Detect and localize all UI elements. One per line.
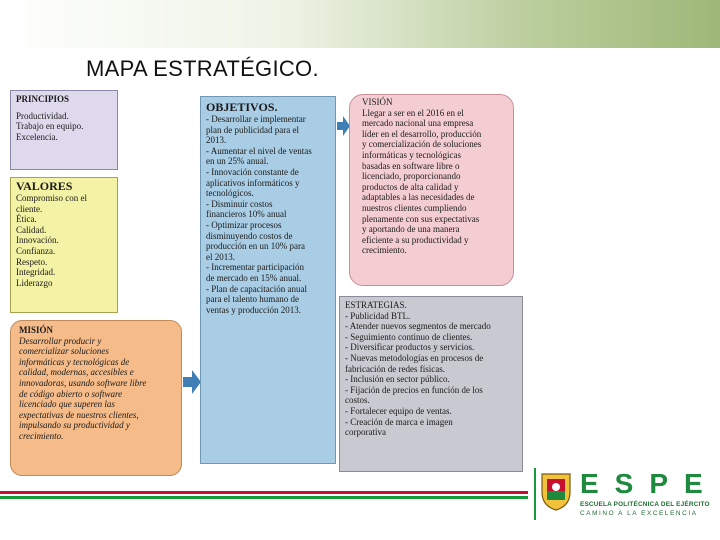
text-line: - Fijación de precios en función de los — [345, 384, 483, 395]
text-line: fabricación de redes físicas. — [345, 363, 445, 374]
text-line: Compromiso con el — [16, 193, 87, 203]
mision-box — [10, 320, 182, 476]
text-line: calidad, modernas, accesibles e — [19, 367, 134, 378]
text-line: informáticas y tecnológicas — [362, 149, 461, 160]
text-line: producción en un 10% para — [206, 241, 305, 252]
text-line: - Inclusión en sector público. — [345, 374, 450, 385]
text-line: crecimiento. — [362, 245, 407, 256]
valores-box — [10, 177, 118, 313]
text-line: Integridad. — [16, 267, 56, 278]
text-line: y aportando de una manera — [362, 224, 460, 235]
text-line: - Optimizar procesos — [206, 219, 282, 230]
valores-heading: VALORES — [16, 179, 73, 193]
logo-tagline: CAMINO A LA EXCELENCIA — [580, 510, 698, 517]
text-line: de código abierto o software — [19, 388, 123, 399]
text-line: Confianza. — [16, 245, 56, 256]
mision-heading: MISIÓN — [19, 325, 54, 335]
text-line: - Aumentar el nivel de ventas — [206, 145, 312, 156]
text-line: cliente. — [16, 203, 43, 214]
text-line: 2013. — [206, 135, 227, 146]
text-line: productos de alta calidad y — [362, 181, 459, 192]
text-line: - Publicidad BTL. — [345, 310, 411, 321]
text-line: basadas en software libre o — [362, 160, 460, 171]
text-line: el 2013. — [206, 251, 235, 262]
espe-seal-icon — [538, 470, 574, 512]
estrategias-heading: ESTRATEGIAS. — [345, 300, 407, 310]
text-line: - Atender nuevos segmentos de mercado — [345, 321, 491, 332]
logo-letters: ESPE — [580, 468, 719, 499]
header-gradient-band — [0, 0, 720, 48]
text-line: licenciado que superen las — [19, 399, 115, 410]
text-line: - Plan de capacitación anual — [206, 283, 307, 294]
text-line: disminuyendo costos de — [206, 230, 293, 241]
text-line: - Seguimiento continuo de clientes. — [345, 331, 473, 342]
text-line: plenamente con sus expectativas — [362, 213, 480, 224]
text-line: - Diversificar productos y servicios. — [345, 342, 475, 353]
text-line: tecnológicos. — [206, 188, 254, 199]
text-line: - Innovación constante de — [206, 166, 299, 177]
vision-heading: VISIÓN — [362, 97, 393, 107]
text-line: Productividad. — [16, 110, 69, 121]
text-line: ventas y producción 2013. — [206, 304, 301, 315]
text-line: - Incrementar participación — [206, 262, 304, 273]
vision-list — [362, 108, 503, 256]
arrow-right-icon — [183, 370, 201, 394]
text-line: Desarrollar producir y — [19, 335, 102, 346]
text-line: - Desarrollar e implementar — [206, 114, 306, 124]
text-line: Innovación. — [16, 235, 59, 246]
objetivos-box — [200, 96, 336, 464]
objetivos-heading: OBJETIVOS. — [206, 100, 278, 114]
objetivos-list — [206, 114, 330, 315]
text-line: para el talento humano de — [206, 294, 299, 305]
text-line: Excelencia. — [16, 131, 58, 142]
mision-list — [19, 336, 173, 442]
valores-list — [16, 193, 112, 288]
text-line: nuestros clientes cumpliendo — [362, 202, 467, 213]
text-line: de mercado en 15% anual. — [206, 272, 302, 283]
text-line: eficiente a su productividad y — [362, 234, 469, 245]
slide-title: MAPA ESTRATÉGICO. — [86, 56, 319, 81]
text-line: - Disminuir costos — [206, 198, 273, 209]
text-line: aplicativos informáticos y — [206, 177, 300, 188]
principios-list — [16, 111, 112, 143]
text-line: mercado nacional una empresa — [362, 118, 474, 129]
footer-red-line — [0, 491, 528, 494]
principios-heading: PRINCIPIOS — [16, 94, 70, 104]
text-line: crecimiento. — [19, 430, 64, 441]
estrategias-list — [345, 311, 517, 438]
text-line: Respeto. — [16, 256, 48, 267]
text-line: financieros 10% anual — [206, 209, 287, 220]
text-line: Trabajo en equipo. — [16, 121, 84, 132]
text-line: comercializar soluciones — [19, 346, 109, 357]
estrategias-box — [339, 296, 523, 472]
text-line: adaptables a las necesidades de — [362, 192, 475, 203]
text-line: en un 25% anual. — [206, 156, 269, 167]
text-line: impulsando su productividad y — [19, 420, 130, 431]
vision-box — [349, 94, 514, 286]
text-line: licenciado, proporcionando — [362, 171, 461, 182]
logo-divider — [534, 468, 536, 520]
text-line: Calidad. — [16, 224, 47, 235]
text-line: líder en el desarrollo, producción — [362, 128, 482, 139]
text-line: - Fortalecer equipo de ventas. — [345, 405, 452, 416]
footer-green-line — [0, 496, 528, 499]
text-line: expectativas de nuestros clientes, — [19, 409, 139, 420]
text-line: costos. — [345, 395, 370, 406]
text-line: - Nuevas metodologías en procesos de — [345, 352, 484, 363]
text-line: plan de publicidad para el — [206, 124, 299, 135]
text-line: corporativa — [345, 427, 386, 438]
principios-box — [10, 90, 118, 170]
text-line: y comercialización de soluciones — [362, 139, 482, 150]
text-line: Llegar a ser en el 2016 en el — [362, 107, 464, 118]
text-line: Ética. — [16, 214, 37, 225]
text-line: - Creación de marca e imagen — [345, 416, 453, 427]
text-line: informáticas y tecnológicas de — [19, 356, 130, 367]
text-line: Liderazgo — [16, 277, 53, 288]
espe-logo — [528, 466, 720, 526]
logo-subtitle: ESCUELA POLITÉCNICA DEL EJÉRCITO — [580, 501, 710, 508]
text-line: innovadoras, usando software libre — [19, 377, 147, 388]
